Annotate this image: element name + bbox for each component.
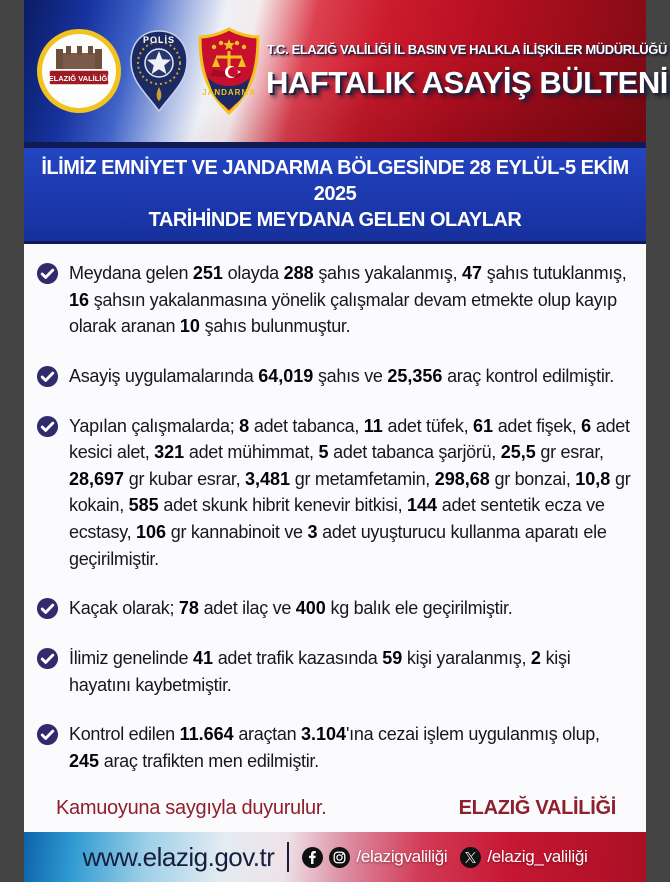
page-title: HAFTALIK ASAYİŞ BÜLTENİ xyxy=(266,64,668,100)
social-x[interactable] xyxy=(460,847,587,868)
check-circle-icon xyxy=(36,262,59,285)
bottom-bar xyxy=(24,832,646,882)
svg-text:POLİS: POLİS xyxy=(142,35,176,45)
footer-row xyxy=(36,797,632,832)
bulletin-body xyxy=(24,244,646,832)
website-link[interactable]: www.elazig.gov.tr xyxy=(82,841,275,872)
check-circle-icon xyxy=(36,647,59,670)
date-range-banner xyxy=(24,148,646,244)
bulletin-item xyxy=(36,413,632,573)
bulletin-item-text: İlimiz genelinde 41 adet trafik kazasında 59 kişi yaralanmış, 2 kişi hayatını kaybetmiştir. xyxy=(69,647,571,695)
bulletin-item xyxy=(36,645,632,698)
elazig-valiligi-seal-icon xyxy=(36,25,122,117)
bulletin-item-text: Kaçak olarak; 78 adet ilaç ve 400 kg balık ele geçirilmiştir. xyxy=(69,598,513,619)
header-subtitle: T.C. ELAZIĞ VALİLİĞİ İL BASIN VE HALKLA İLİŞKİLER MÜDÜRLÜĞÜ xyxy=(266,41,667,57)
bulletin-item-text: Kontrol edilen 11.664 araçtan 3.104'ına cezai işlem uygulanmış olup, 245 araç trafikten men edilmiştir. xyxy=(69,724,600,771)
bulletin-list xyxy=(36,260,632,797)
check-circle-icon xyxy=(36,723,59,746)
bar-divider xyxy=(287,842,289,872)
logo-group xyxy=(24,25,262,117)
banner-line-2: TARİHİNDE MEYDANA GELEN OLAYLAR xyxy=(148,209,522,231)
weekly-security-bulletin-poster xyxy=(24,0,668,872)
check-circle-icon xyxy=(36,365,59,388)
bulletin-item-text: Asayiş uygulamalarında 64,019 şahıs ve 25,356 araç kontrol edilmiştir. xyxy=(69,365,614,386)
banner-line-1: İLİMİZ EMNİYET VE JANDARMA BÖLGESİNDE 28 EYLÜL-5 EKİM 2025 xyxy=(41,157,629,205)
social-facebook-instagram[interactable] xyxy=(302,847,447,868)
facebook-instagram-handle[interactable]: /elazigvaliliği xyxy=(356,847,448,867)
header-titles xyxy=(262,42,670,101)
x-handle[interactable]: /elazig_valiliği xyxy=(487,847,588,867)
svg-text:ELAZIĞ VALİLİĞİ: ELAZIĞ VALİLİĞİ xyxy=(48,74,110,83)
jandarma-shield-icon xyxy=(196,25,262,117)
footer-closing-note: Kamuoyuna saygıyla duyurulur. xyxy=(56,797,327,820)
footer-signature: ELAZIĞ VALİLİĞİ xyxy=(458,797,616,820)
bulletin-item xyxy=(36,595,632,622)
x-icon[interactable] xyxy=(460,847,481,868)
bulletin-item-text: Meydana gelen 251 olayda 288 şahıs yakalanmış, 47 şahıs tutuklanmış, 16 şahsın yakalanmasına yönelik çalışmalar devam etmekte olup kayıp olarak aranan 10 şahıs bulunmuştur. xyxy=(69,263,627,337)
bulletin-item xyxy=(36,260,632,340)
header-banner xyxy=(24,0,668,142)
polis-badge-icon xyxy=(127,25,191,117)
check-circle-icon xyxy=(36,597,59,620)
instagram-icon[interactable] xyxy=(329,847,350,868)
bulletin-item xyxy=(36,363,632,390)
facebook-icon[interactable] xyxy=(302,847,323,868)
check-circle-icon xyxy=(36,415,59,438)
bulletin-item xyxy=(36,721,632,774)
svg-text:JANDARMA: JANDARMA xyxy=(202,88,256,97)
bulletin-item-text: Yapılan çalışmalarda; 8 adet tabanca, 11 adet tüfek, 61 adet fişek, 6 adet kesici alet, 321 adet mühimmat, 5 adet tabanca şarjörü, 25,5 gr esrar, 28,697 gr kubar esrar, 3,481 gr metamfetamin, 298,68 gr bonzai, 10,8 gr kokain, 585 adet skunk hibrit kenevir bitkisi, 144 adet sentetik ecza ve ecstasy, 106 gr kannabinoit ve 3 adet uyuşturucu kullanma aparatı ele geçirilmiştir. xyxy=(69,415,631,569)
